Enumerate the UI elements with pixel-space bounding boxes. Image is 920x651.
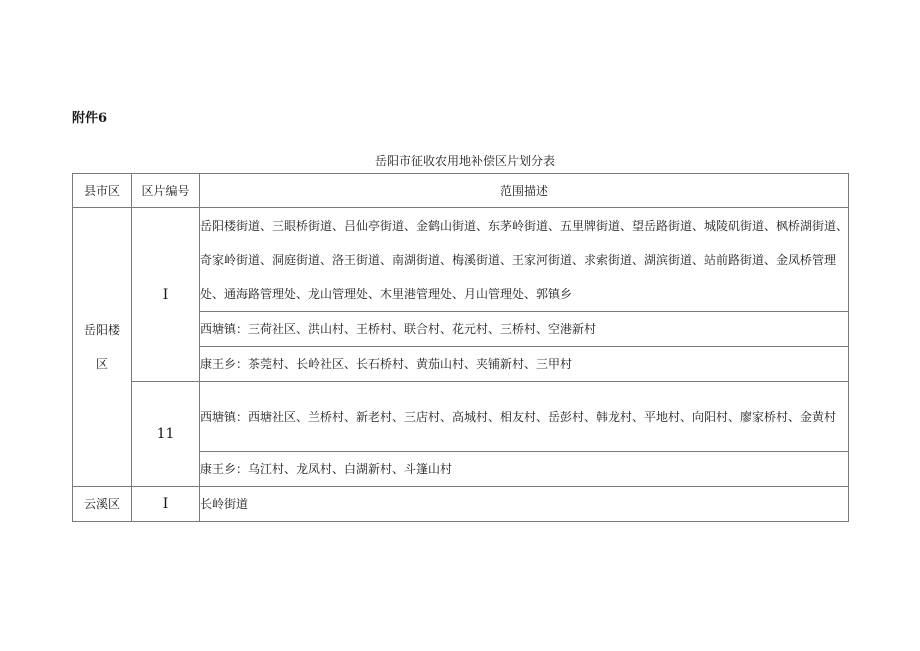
zone-number-cell: I — [132, 487, 200, 522]
zone-number-cell: 11 — [132, 382, 200, 487]
county-name-line1: 岳阳楼 — [83, 323, 120, 337]
scope-description-cell: 西塘镇：三荷社区、洪山村、王桥村、联合村、花元村、三桥村、空港新村 — [200, 312, 849, 347]
county-name-line1: 云溪区 — [83, 497, 120, 511]
table-header-row — [73, 174, 849, 208]
table-row — [73, 487, 849, 522]
county-cell-yunxi — [73, 487, 132, 522]
compensation-zone-table — [72, 173, 849, 522]
scope-description-cell: 西塘镇：西塘社区、兰桥村、新老村、三店村、高城村、相友村、岳彭村、韩龙村、平地村、向阳村、廖家桥村、金黄村 — [200, 382, 849, 452]
scope-description-cell: 康王乡：乌江村、龙凤村、白湖新村、斗篷山村 — [200, 452, 849, 487]
zone-number-cell: I — [132, 208, 200, 382]
table-row — [73, 208, 849, 312]
scope-description-cell: 岳阳楼街道、三眼桥街道、吕仙亭街道、金鹤山街道、东茅岭街道、五里牌街道、望岳路街道、城陵矶街道、枫桥湖街道、奇家岭街道、洞庭街道、洛王街道、南湖街道、梅溪街道、王家河街道、求索街道、湖滨街道、站前路街道、金凤桥管理处、通海路管理处、龙山管理处、木里港管理处、月山管理处、郭镇乡 — [200, 208, 849, 312]
header-zone-number: 区片编号 — [132, 174, 200, 208]
table-title: 岳阳市征收农用地补偿区片划分表 — [374, 154, 555, 168]
county-cell-yueyanglou — [73, 208, 132, 487]
header-county: 县市区 — [73, 174, 132, 208]
header-scope-description: 范围描述 — [200, 174, 849, 208]
scope-description-cell: 长岭街道 — [200, 487, 849, 522]
table-row — [73, 382, 849, 452]
county-name-line2: 区 — [95, 357, 108, 371]
scope-description-cell: 康王乡：茶莞村、长岭社区、长石桥村、黄茄山村、夹铺新村、三甲村 — [200, 347, 849, 382]
attachment-label: 附件6 — [72, 111, 108, 126]
